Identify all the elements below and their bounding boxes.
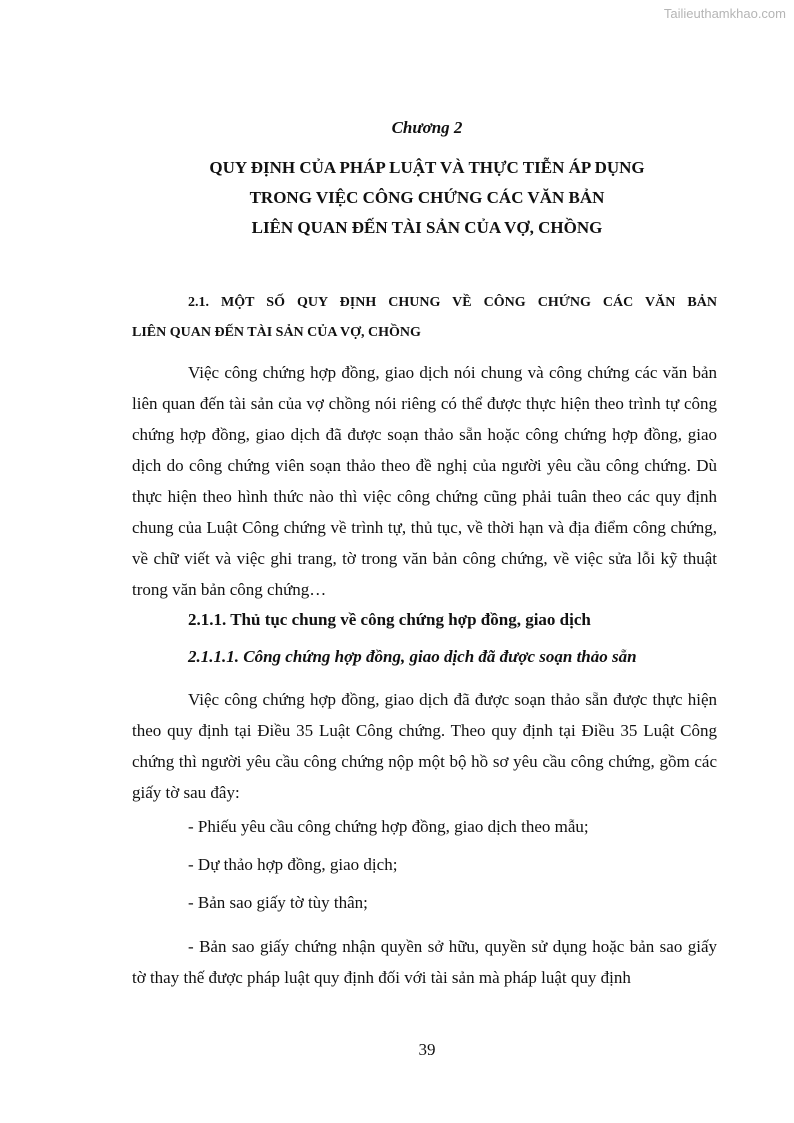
list-item: - Phiếu yêu cầu công chứng hợp đồng, giao dịch theo mẫu;: [188, 817, 589, 836]
section-heading-line-2: LIÊN QUAN ĐẾN TÀI SẢN CỦA VỢ, CHỒNG: [132, 325, 421, 340]
chapter-title-line-3: LIÊN QUAN ĐẾN TÀI SẢN CỦA VỢ, CHỒNG: [251, 218, 603, 237]
subsection-heading: 2.1.1. Thủ tục chung về công chứng hợp đồng, giao dịch: [188, 610, 591, 629]
body-paragraph-2: Việc công chứng hợp đồng, giao dịch đã được soạn thảo sẵn được thực hiện theo quy định tại Điều 35 Luật Công chứng. Theo quy định tại Điều 35 Luật Công chứng thì người yêu cầu công chứng nộp một bộ hồ sơ yêu cầu công chứng, gồm các giấy tờ sau đây:: [132, 690, 717, 802]
body-paragraph-1: Việc công chứng hợp đồng, giao dịch nói chung và công chứng các văn bản liên quan đến tài sản của vợ chồng nói riêng có thể được thực hiện theo trình tự công chứng hợp đồng, giao dịch đã được soạn thảo sẵn hoặc công chứng hợp đồng, giao dịch do công chứng viên soạn thảo theo đề nghị của người yêu cầu công chứng. Dù thực hiện theo hình thức nào thì việc công chứng cũng phải tuân theo các quy định chung của Luật Công chứng về trình tự, thủ tục, về thời hạn và địa điểm công chứng, về chữ viết và việc ghi trang, tờ trong văn bản công chứng, về việc sửa lỗi kỹ thuật trong văn bản công chứng…: [132, 363, 717, 599]
list-item: - Bản sao giấy tờ tùy thân;: [188, 893, 368, 912]
watermark: Tailieuthamkhao.com: [663, 6, 786, 21]
chapter-label: Chương 2: [391, 118, 463, 137]
chapter-title-line-2: TRONG VIỆC CÔNG CHỨNG CÁC VĂN BẢN: [249, 188, 605, 207]
list-item: - Dự thảo hợp đồng, giao dịch;: [188, 855, 398, 874]
section-heading-line-1: 2.1. MỘT SỐ QUY ĐỊNH CHUNG VỀ CÔNG CHỨNG CÁC VĂN BẢN: [188, 295, 717, 310]
page-number: 39: [418, 1040, 436, 1059]
chapter-title-line-1: QUY ĐỊNH CỦA PHÁP LUẬT VÀ THỰC TIỄN ÁP DỤNG: [209, 158, 645, 177]
chapter-title: [0, 153, 794, 243]
body-paragraph-3: - Bản sao giấy chứng nhận quyền sở hữu, quyền sử dụng hoặc bản sao giấy tờ thay thế được pháp luật quy định đối với tài sản mà pháp luật quy định: [132, 937, 717, 987]
subsubsection-heading: 2.1.1.1. Công chứng hợp đồng, giao dịch đã được soạn thảo sẵn: [188, 647, 637, 666]
